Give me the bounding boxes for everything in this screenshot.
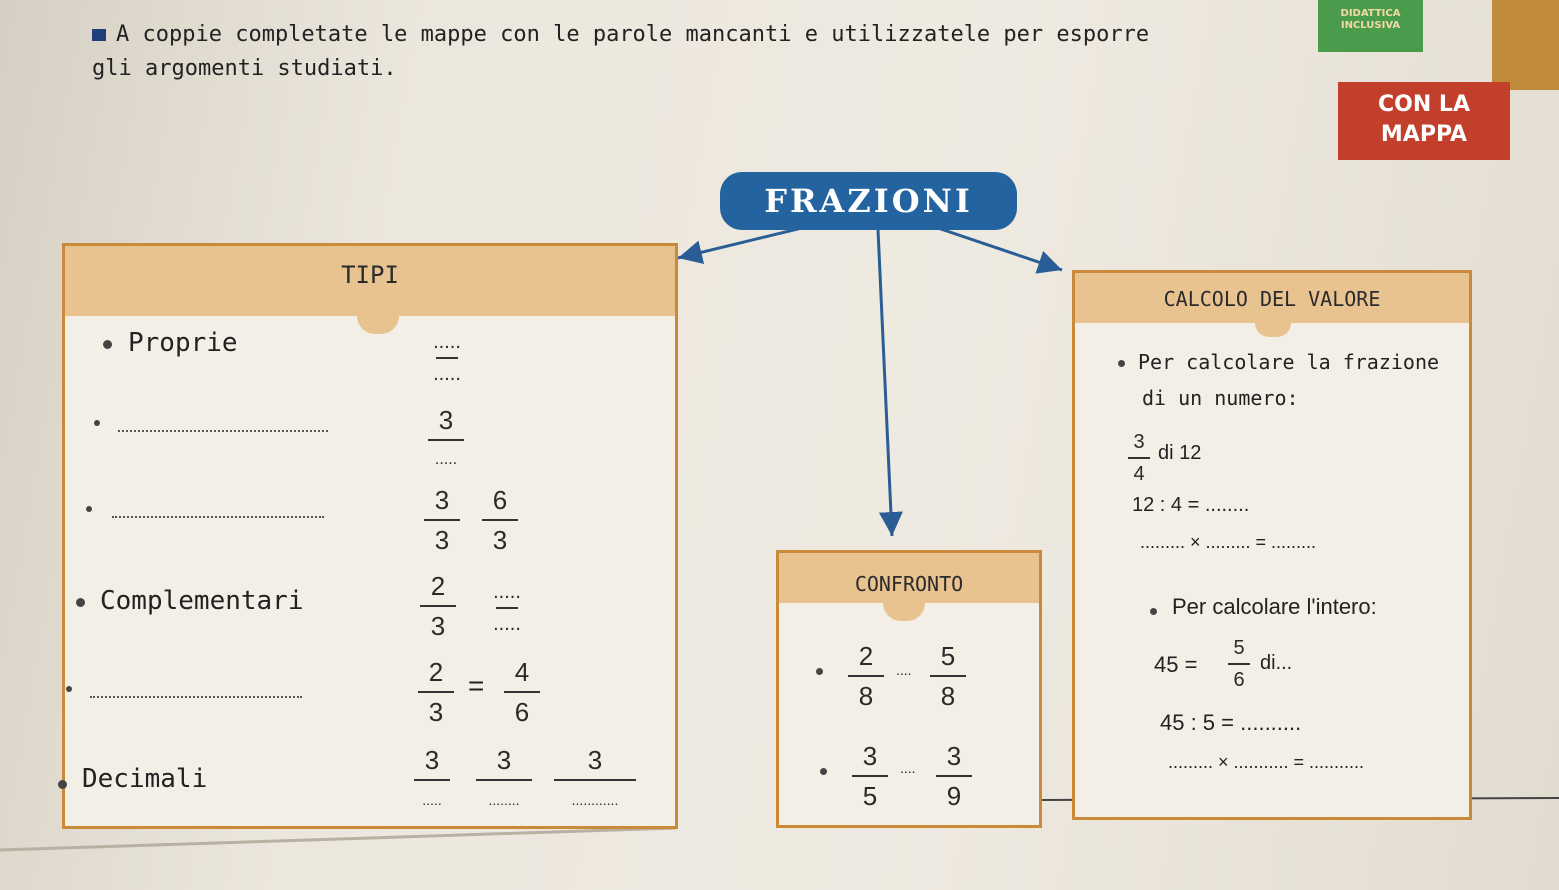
bullet-dot-icon: [103, 340, 112, 349]
denominator: 8: [858, 681, 874, 711]
denominator[interactable]: .....: [493, 613, 521, 635]
bullet-dot-icon: [816, 668, 823, 675]
denominator: 6: [514, 697, 530, 727]
calc-di-12: di 12: [1158, 442, 1202, 464]
denominator[interactable]: .....: [422, 792, 442, 808]
numerator: 3: [862, 741, 878, 771]
numerator: 2: [430, 571, 446, 601]
fraction-decimali-c: [550, 744, 640, 816]
denominator: 3: [434, 525, 450, 555]
numerator[interactable]: .....: [493, 581, 521, 603]
calcolo-header: CALCOLO DEL VALORE: [1075, 273, 1469, 323]
fraction-complementari-a: [416, 570, 460, 642]
numerator: 3: [424, 745, 440, 775]
numerator: 2: [428, 657, 444, 687]
denominator: 8: [940, 681, 956, 711]
bullet-dot-icon: [1150, 608, 1157, 615]
fraction-row-5a: [414, 656, 458, 728]
denominator: 3: [430, 611, 446, 641]
didattica-inclusiva-tag: DIDATTICA INCLUSIVA: [1318, 0, 1423, 52]
tipi-header: TIPI: [65, 246, 675, 316]
fraction-row-3b: [478, 484, 522, 556]
bullet-dot-icon: [820, 768, 827, 775]
calcolo-header-tab: [1255, 323, 1291, 337]
fraction-decimali-b: [472, 744, 536, 816]
denominator[interactable]: .....: [433, 363, 461, 385]
numerator: 3: [587, 745, 603, 775]
compare-1-blank[interactable]: ....: [896, 662, 912, 678]
denominator[interactable]: ............: [571, 792, 619, 808]
numerator: 2: [858, 641, 874, 671]
numerator: 3: [434, 485, 450, 515]
compare-1-right: [926, 640, 970, 712]
instructions-line-2: gli argomenti studiati.: [92, 56, 397, 81]
blank-type-2[interactable]: [118, 430, 328, 432]
calc-45-equals: 45 =: [1154, 652, 1198, 677]
confronto-header: CONFRONTO: [779, 553, 1039, 603]
numerator: 4: [514, 657, 530, 687]
tipi-header-tab: [357, 316, 399, 334]
denominator[interactable]: ........: [488, 792, 520, 808]
label-complementari: Complementari: [100, 586, 304, 616]
blank-type-3[interactable]: [112, 516, 324, 518]
fraction-row-3a: [420, 484, 464, 556]
denominator: 5: [862, 781, 878, 811]
denominator: 9: [946, 781, 962, 811]
fraction-decimali-a: [410, 744, 454, 816]
numerator: 5: [1233, 637, 1245, 659]
denominator: 6: [1233, 669, 1245, 691]
numerator: 5: [940, 641, 956, 671]
calc-fraction-intro-2: di un numero:: [1142, 386, 1299, 410]
bullet-dot-icon: [1118, 360, 1125, 367]
bullet-dot-icon: [86, 506, 92, 512]
calc-line-1[interactable]: 12 : 4 = ........: [1132, 494, 1250, 516]
confronto-header-tab: [883, 603, 925, 621]
numerator: 6: [492, 485, 508, 515]
compare-1-left: [844, 640, 888, 712]
instructions-line-1: A coppie completate le mappe con le parole mancanti e utilizzatele per esporre: [116, 22, 1150, 47]
calc-fraction-3-4: [1124, 430, 1154, 486]
calc-line-2[interactable]: ......... × ......... = .........: [1140, 532, 1317, 552]
fraction-row-2: [424, 404, 468, 476]
calc-fraction-intro: Per calcolare la frazione: [1138, 350, 1440, 374]
con-la-mappa-badge: CON LA MAPPA: [1338, 82, 1510, 160]
denominator: 4: [1133, 463, 1145, 485]
compare-2-blank[interactable]: ....: [900, 760, 916, 776]
bullet-dot-icon: [66, 686, 72, 692]
numerator: 3: [946, 741, 962, 771]
label-decimali: Decimali: [82, 764, 208, 794]
bullet-dot-icon: [76, 598, 85, 607]
denominator[interactable]: .....: [434, 451, 458, 468]
fraction-complementari-b: [492, 580, 522, 636]
numerator: 3: [496, 745, 512, 775]
calc-di[interactable]: di...: [1260, 652, 1293, 674]
bullet-dot-icon: [94, 420, 100, 426]
calc-line-3[interactable]: 45 : 5 = ..........: [1160, 710, 1302, 735]
bullet-dot-icon: [58, 780, 67, 789]
denominator: 3: [492, 525, 508, 555]
denominator: 3: [428, 697, 444, 727]
compare-2-left: [848, 740, 892, 812]
compare-2-right: [932, 740, 976, 812]
root-node-frazioni: FRAZIONI: [720, 172, 1017, 230]
numerator: 3: [438, 405, 454, 435]
calc-fraction-5-6: [1224, 636, 1254, 692]
calc-intero-intro: Per calcolare l'intero:: [1172, 594, 1377, 619]
fraction-row-5b: [500, 656, 544, 728]
confronto-box: [776, 550, 1042, 828]
fraction-proprie: [432, 330, 462, 386]
label-proprie: Proprie: [128, 328, 238, 358]
numerator: 3: [1133, 431, 1145, 453]
blank-type-5[interactable]: [90, 696, 302, 698]
equals-sign: =: [468, 670, 485, 701]
calc-line-4[interactable]: ......... × ........... = ...........: [1168, 752, 1365, 772]
numerator[interactable]: .....: [433, 331, 461, 353]
